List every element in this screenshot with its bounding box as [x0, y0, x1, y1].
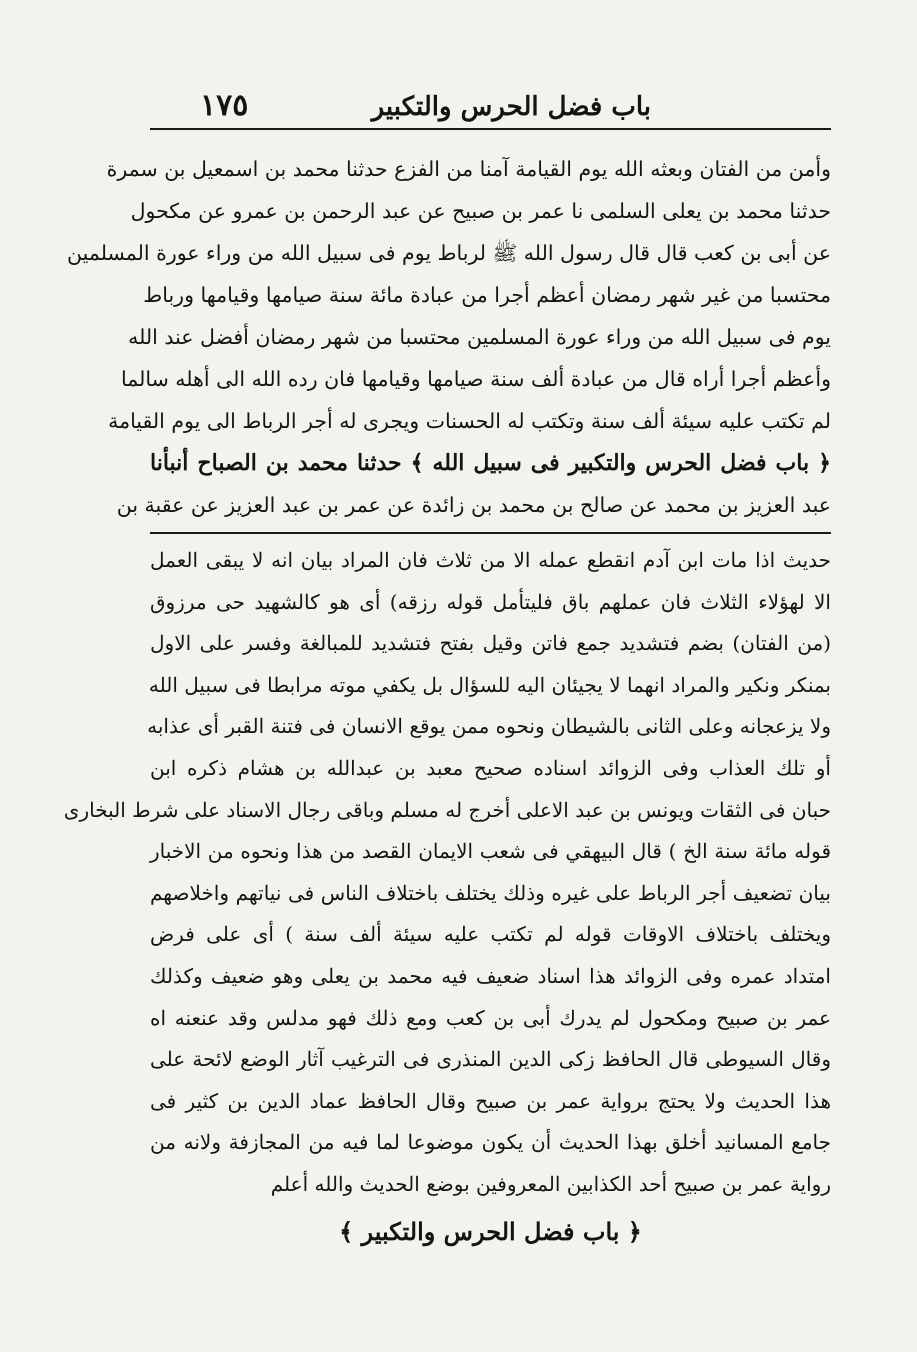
main-line: وأعظم أجرا أراه قال من عبادة ألف سنة صيامها وقيامها فان رده الله الى أهله سالما: [120, 367, 831, 391]
commentary-line: حبان فى الثقات ويونس بن عبد الاعلى أخرج له مسلم وباقى رجال الاسناد على شرط البخارى: [63, 797, 831, 822]
commentary-line: بمنكر ونكير والمراد انهما لا يجيئان اليه للسؤال بل يكفي موته مرابطا فى سبيل الله: [148, 672, 831, 697]
main-text: [67, 148, 831, 526]
page-number: ١٧٥: [200, 88, 249, 123]
commentary-line: هذا الحديث ولا يحتج برواية عمر بن صبيح وقال الحافظ عماد الدين بن كثير فى: [150, 1088, 831, 1113]
commentary-line: أو تلك العذاب وفى الزوائد اسناده صحيح معبد بن عبدالله بن هشام ذكره ابن: [150, 755, 831, 780]
commentary-line: رواية عمر بن صبيح أحد الكذابين المعروفين بوضع الحديث والله أعلم: [270, 1171, 831, 1196]
commentary-line: (من الفتان) بضم فتشديد جمع فاتن وقيل بفتح فتشديد للمبالغة وفسر على الاول: [150, 631, 831, 656]
running-title: باب فضل الحرس والتكبير: [371, 92, 651, 122]
main-line: لم تكتب عليه سيئة ألف سنة وتكتب له الحسنات ويجرى له أجر الرباط الى يوم القيامة: [108, 409, 831, 433]
main-line: عن أبى بن كعب قال قال رسول الله ﷺ لرباط يوم فى سبيل الله من وراء عورة المسلمين: [67, 241, 831, 265]
commentary-text: [63, 540, 831, 1206]
commentary-line: الا لهؤلاء الثلاث فان عملهم باق فليتأمل قوله رزقه) أى هو كالشهيد حى مرزوق: [150, 589, 831, 614]
commentary-line: ولا يزعجانه وعلى الثانى بالشيطان ونحوه ممن يوقع الانسان فى فتنة القبر أى عذابه: [147, 714, 831, 739]
commentary-line: حديث اذا مات ابن آدم انقطع عمله الا من ثلاث فان المراد بيان انه لا يبقى العمل: [150, 548, 831, 572]
commentary-line: جامع المسانيد أخلق بهذا الحديث أن يكون موضوعا لما فيه من المجازفة ولانه من: [150, 1130, 831, 1155]
main-line: حدثنا محمد بن يعلى السلمى نا عمر بن صبيح عن عبد الرحمن بن عمرو عن مكحول: [130, 199, 831, 223]
commentary-line: وقال السيوطى قال الحافظ زكى الدين المنذرى فى الترغيب آثار الوضع لائحة على: [150, 1047, 831, 1072]
footnote-separator: [150, 532, 831, 534]
main-line: عبد العزيز بن محمد عن صالح بن محمد بن زائدة عن عمر بن عبد العزيز عن عقبة بن: [116, 493, 831, 517]
commentary-line: امتداد عمره وفى الزوائد هذا اسناد ضعيف فيه محمد بن يعلى وهو ضعيف وكذلك: [150, 963, 831, 988]
page-header: [150, 88, 831, 130]
commentary-line: ويختلف باختلاف الاوقات قوله لم تكتب عليه سيئة ألف سنة ) أى على فرض: [150, 922, 831, 947]
commentary-line: قوله مائة سنة الخ ) قال البيهقي فى شعب الايمان القصد من هذا ونحوه من الاخبار: [150, 839, 831, 864]
main-line: وأمن من الفتان وبعثه الله يوم القيامة آمنا من الفزع حدثنا محمد بن اسمعيل بن سمرة: [106, 157, 831, 181]
main-line: يوم فى سبيل الله من وراء عورة المسلمين محتسبا من شهر رمضان أفضل عند الله: [128, 325, 831, 349]
chapter-heading-line: ﴿ باب فضل الحرس والتكبير فى سبيل الله ﴾ حدثنا محمد بن الصباح أنبأنا: [150, 450, 831, 476]
closing-chapter-title: ﴿ باب فضل الحرس والتكبير ﴾: [339, 1216, 642, 1246]
commentary-line: عمر بن صبيح ومكحول لم يدرك أبى بن كعب ومع ذلك فهو مدلس وقد عنعنه اه: [150, 1005, 831, 1030]
main-line: محتسبا من غير شهر رمضان أعظم أجرا من عبادة مائة سنة صيامها وقيامها ورباط: [143, 283, 831, 307]
commentary-line: بيان تضعيف أجر الرباط على غيره وذلك يختلف باختلاف الناس فى نياتهم واخلاصهم: [150, 880, 831, 905]
